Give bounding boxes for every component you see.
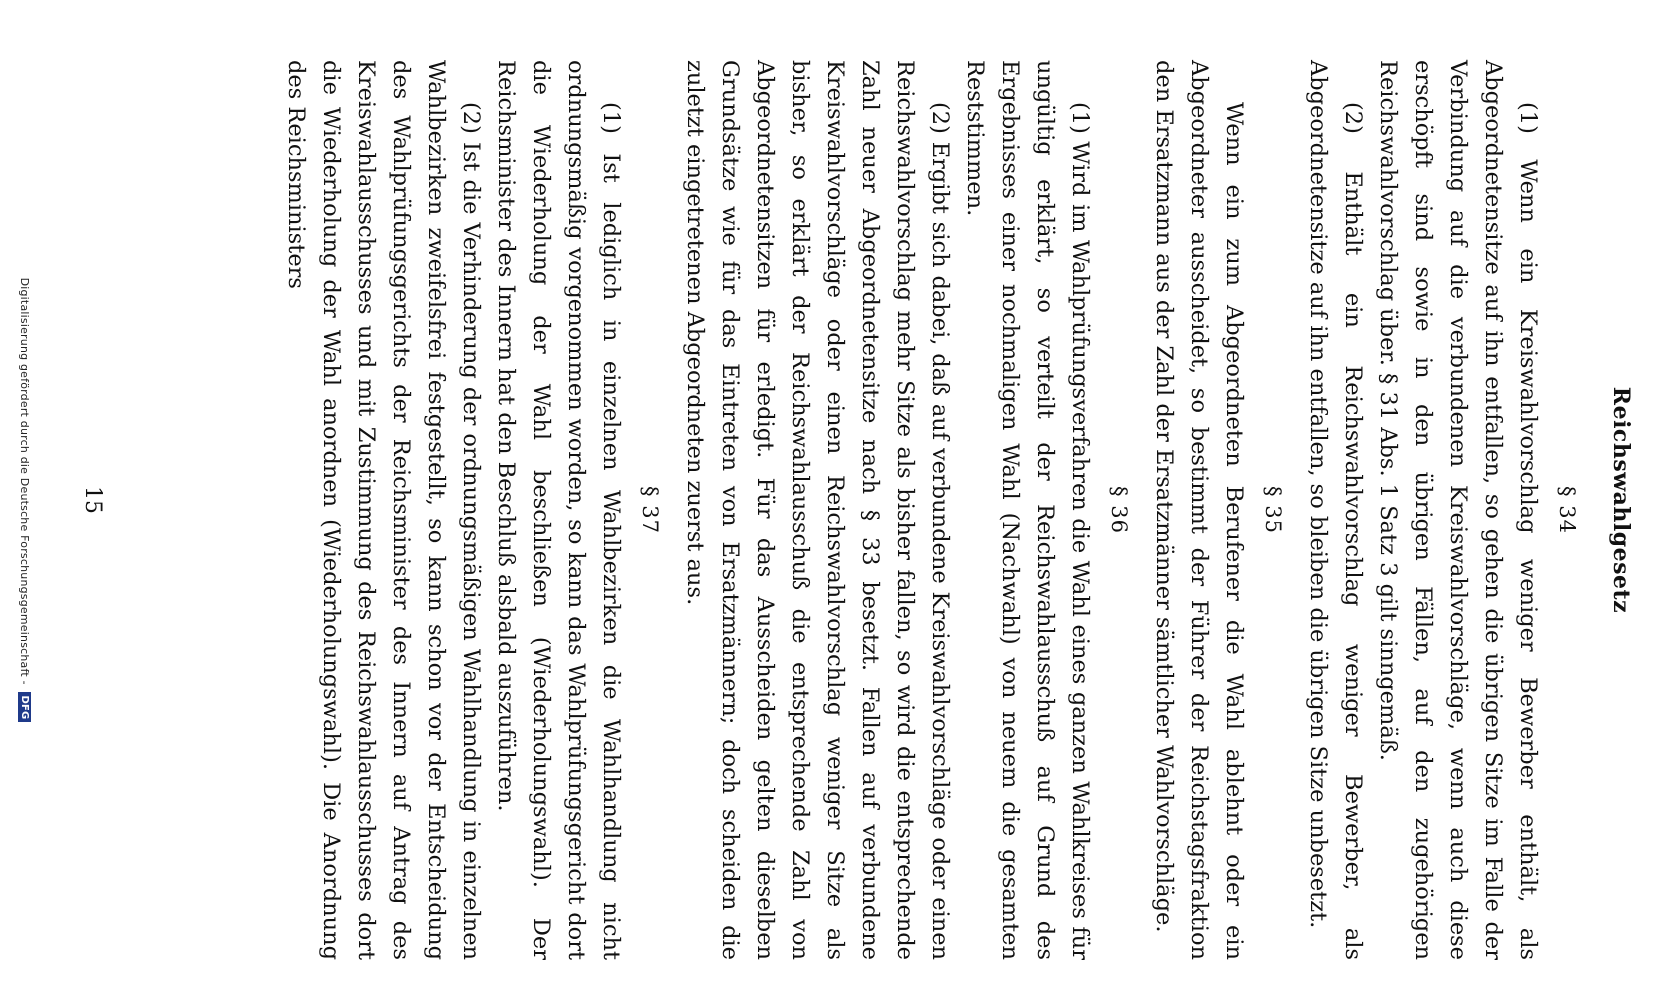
section-37 — [278, 60, 667, 960]
digitization-credit — [18, 0, 32, 1000]
page-body — [130, 60, 1594, 960]
paragraph: (2) Enthält ein Reichswahlvorschlag weniger Bewerber, als Abgeordnetensitze auf ihn entfallen, so bleiben die übrigen Sitze unbesetzt. — [1305, 60, 1366, 960]
section-title: § 37 — [638, 486, 662, 534]
paragraph: Wenn ein zum Abgeordneten Berufener die Wahl ablehnt oder ein Abgeordneter ausscheidet, so bestimmt der Führer der Reichstagsfraktion den Ersatzmann aus der Zahl der Ersatzmänner sämtlicher Wahlvorschläge. — [1151, 60, 1247, 960]
paragraph: (1) Wenn ein Kreiswahlvorschlag weniger Bewerber enthält, als Abgeordnetensitze auf ihn entfallen, so gehen die übrigen Sitze im Falle der Verbindung auf die verbundenen Kreiswahlvorschläge, wenn auch diese erschöpft sind sowie in den übrigen Fällen, auf den zugehörigen Reichswahlvorschlag über. § 31 Abs. 1 Satz 3 gilt sinngemäß. — [1375, 60, 1541, 960]
page-number: 15 — [80, 486, 105, 514]
paragraph: (2) Ergibt sich dabei, daß auf verbundene Kreiswahlvorschläge oder einen Reichswahlvorschlag mehr Sitze als bisher fallen, so wird die entsprechende Zahl neuer Abgeordnetensitze nach § 33 besetzt. Fallen auf verbundene Kreiswahlvorschläge oder einen Reichswahlvorschlag weniger Sitze als bisher, so erklärt der Reichswahlausschuß die entsprechende Zahl von Abgeordnetensitzen für erledigt. Für das Ausscheiden gelten dieselben Grundsätze wie für das Eintreten von Ersatzmännern; doch scheiden die zuletzt eingetretenen Abgeordneten zuerst aus. — [682, 60, 953, 960]
section-title: § 34 — [1555, 486, 1579, 534]
running-header: Reichswahlgesetz — [1608, 386, 1634, 614]
dfg-logo-icon: DFG — [18, 692, 31, 722]
paragraph: (2) Ist die Verhinderung der ordnungsmäßigen Wahlhandlung in einzelnen Wahlbezirken zweifelsfrei festgestellt, so kann schon vor der Entscheidung des Wahlprüfungsgerichts der Reichsminister des Innern auf Antrag des Kreiswahlausschusses und mit Zustimmung des Reichswahlausschusses dort die Wiederholung der Wahl anordnen (Wiederholungswahl). Die Anordnung des Reichsministers — [283, 60, 484, 960]
paragraph: (1) Ist lediglich in einzelnen Wahlbezirken die Wahlhandlung nicht ordnungsmäßig vorgenommen worden, so kann das Wahlprüfungsgericht dort die Wiederholung der Wahl beschließen (Wiederholungswahl). Der Reichsminister des Innern hat den Beschluß alsbald auszuführen. — [493, 60, 624, 960]
section-title: § 35 — [1261, 486, 1285, 534]
section-34 — [1300, 60, 1584, 960]
section-36 — [677, 60, 1136, 960]
section-35 — [1146, 60, 1290, 960]
paragraph: (1) Wird im Wahlprüfungsverfahren die Wahl eines ganzen Wahlkreises für ungültig erklärt, so verteilt der Reichswahlausschuß auf Grund des Ergebnisses einer nochmaligen Wahl (Nachwahl) von neuem die gesamten Reststimmen. — [962, 60, 1093, 960]
credit-text: Digitalisierung gefördert durch die Deutsche Forschungsgemeinschaft - — [18, 277, 32, 685]
section-title: § 36 — [1107, 486, 1131, 534]
